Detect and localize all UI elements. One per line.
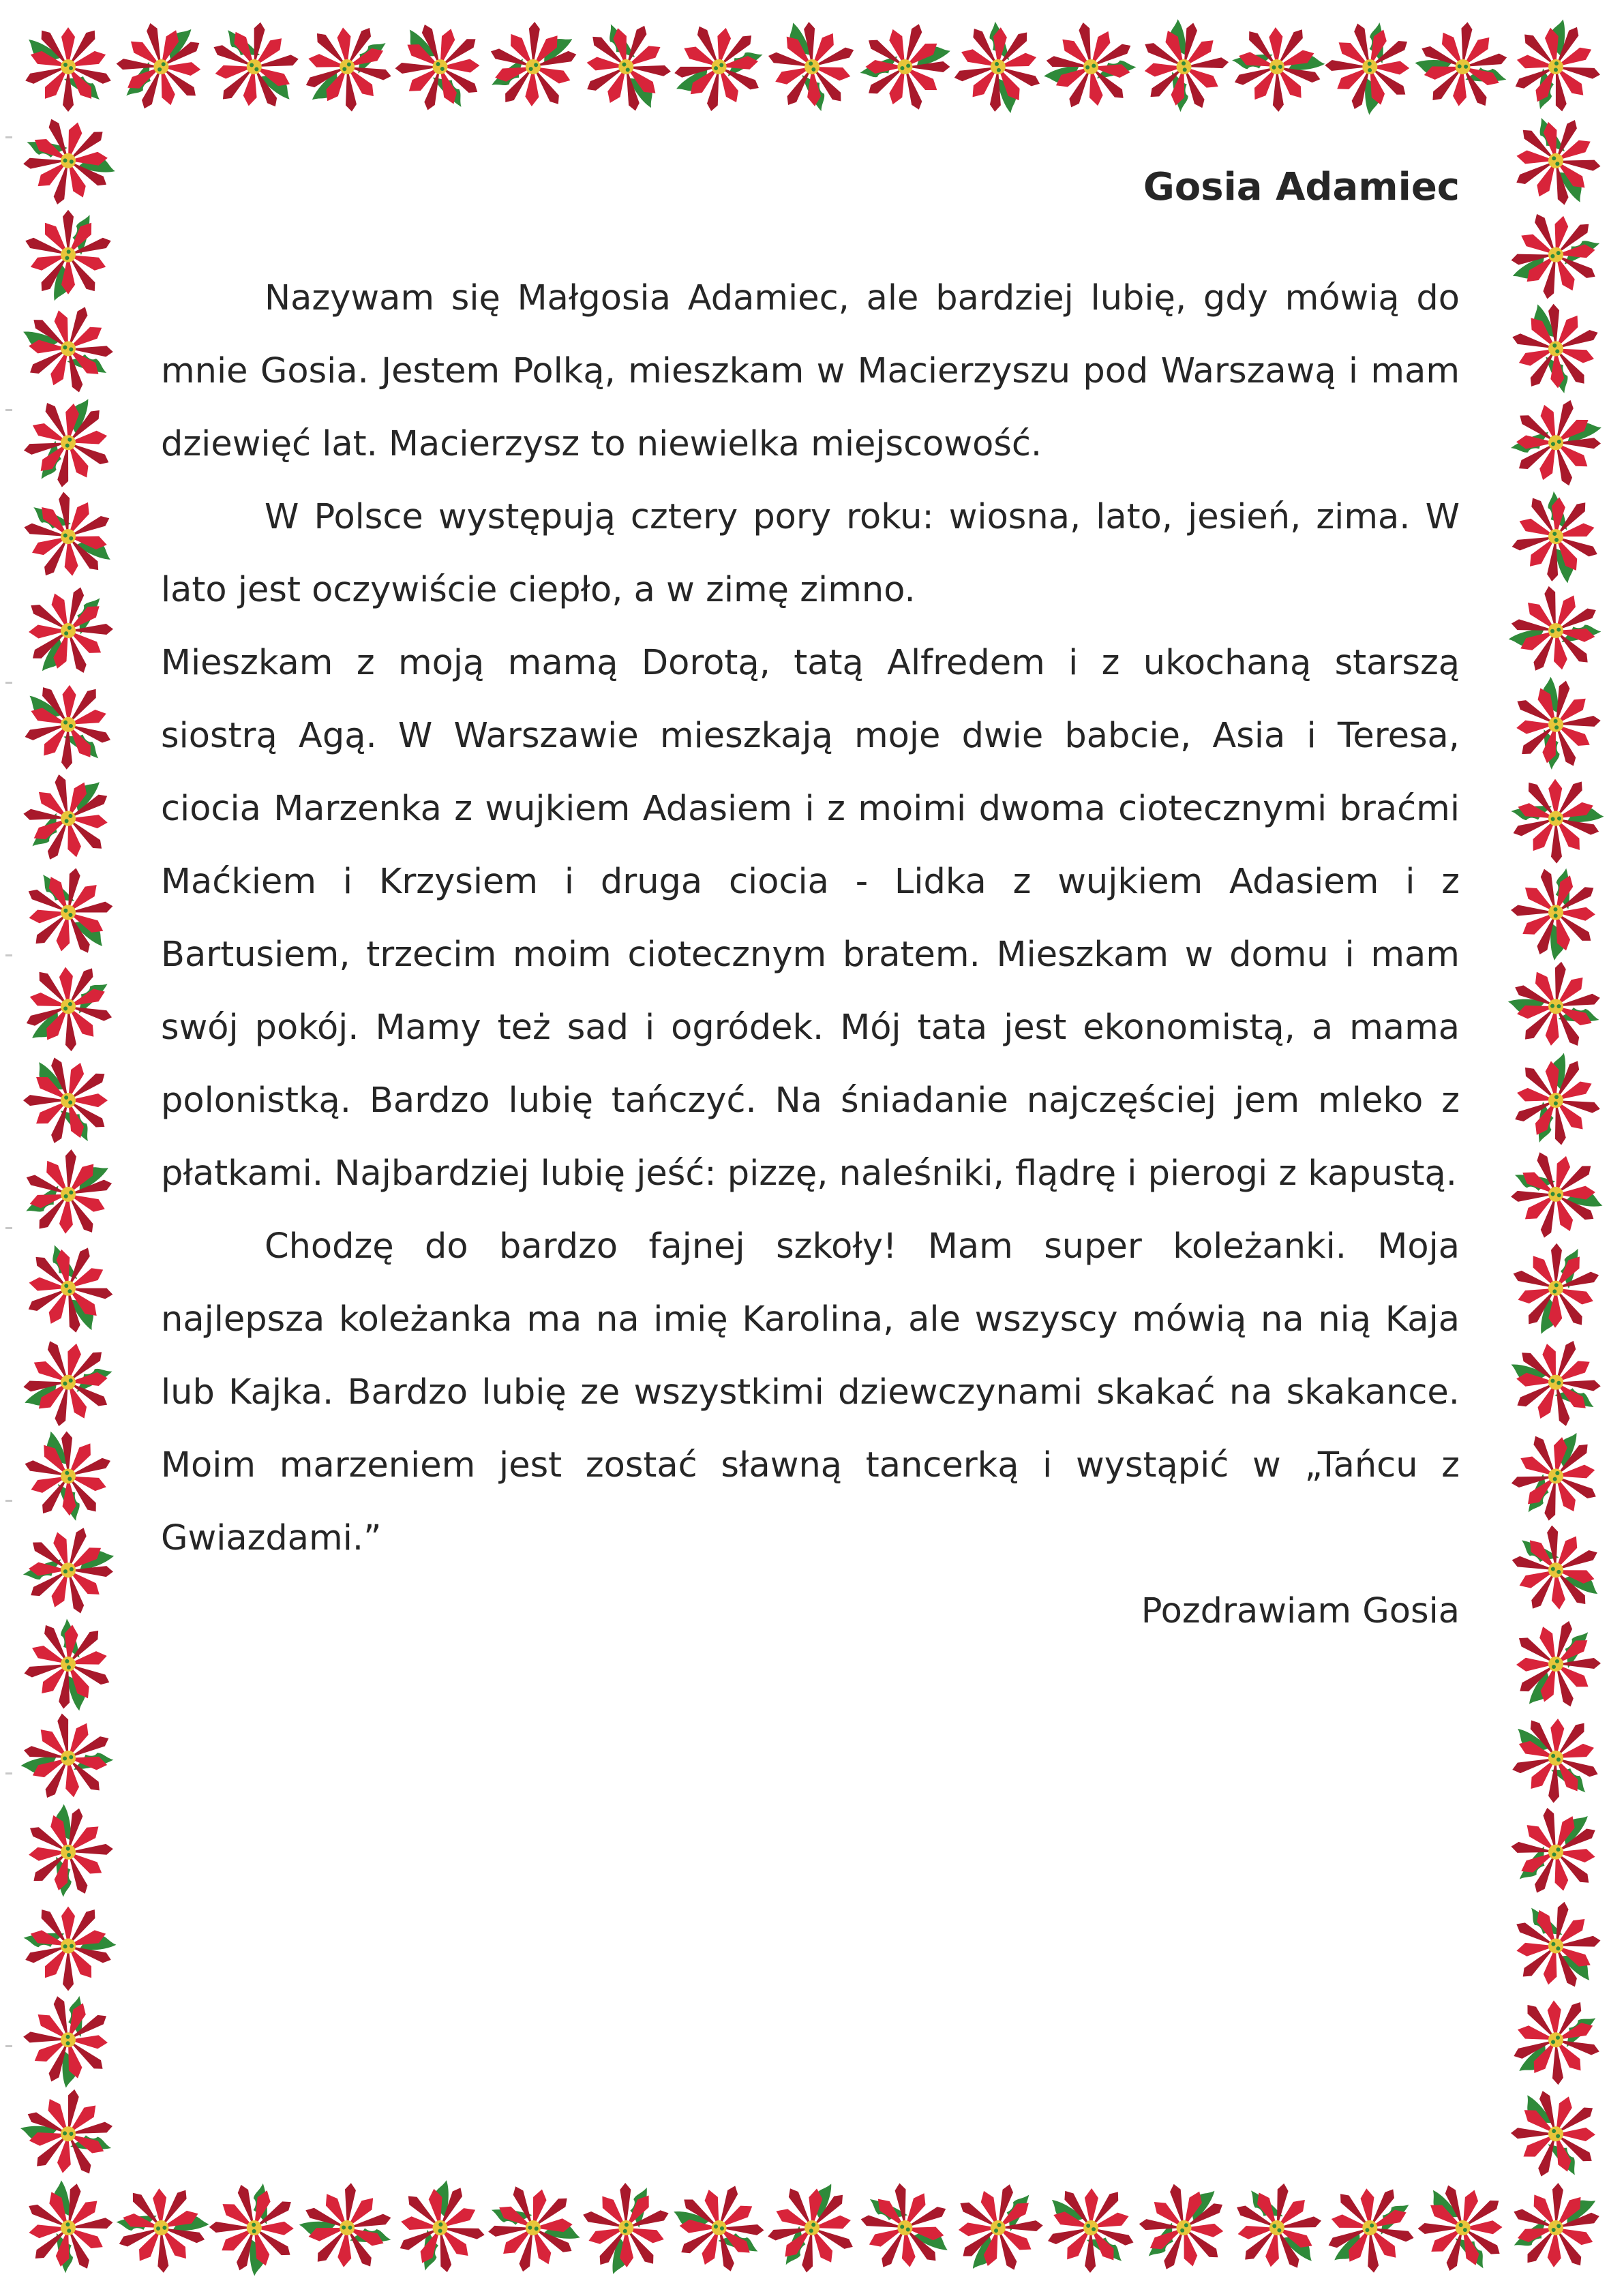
poinsettia-flower-icon bbox=[1509, 1716, 1602, 1805]
poinsettia-flower-icon bbox=[1135, 2179, 1227, 2276]
poinsettia-flower-icon bbox=[956, 2181, 1045, 2274]
poinsettia-flower-icon bbox=[1505, 1426, 1602, 1527]
poinsettia-flower-icon bbox=[1032, 7, 1154, 130]
poinsettia-flower-icon bbox=[1500, 196, 1617, 315]
letter-body bbox=[161, 164, 1460, 1648]
poinsettia-flower-icon bbox=[1494, 291, 1614, 410]
poinsettia-flower-icon bbox=[1493, 380, 1614, 502]
poinsettia-flower-icon bbox=[98, 2165, 221, 2287]
poinsettia-flower-icon bbox=[1507, 1522, 1604, 1614]
poinsettia-flower-icon bbox=[24, 27, 112, 112]
poinsettia-flower-icon bbox=[19, 954, 123, 1061]
poinsettia-flower-icon bbox=[1497, 571, 1619, 694]
poinsettia-flower-icon bbox=[19, 487, 117, 581]
poinsettia-flower-icon bbox=[663, 9, 780, 127]
poinsettia-flower-icon bbox=[666, 2178, 774, 2283]
poinsettia-flower-icon bbox=[1498, 950, 1617, 1068]
poinsettia-flower-icon bbox=[27, 584, 115, 676]
poinsettia-flower-icon bbox=[1503, 1333, 1609, 1436]
poinsettia-flower-icon bbox=[856, 2178, 954, 2273]
poinsettia-flower-icon bbox=[1506, 1802, 1601, 1901]
paragraph-seasons: W Polsce występują cztery pory roku: wiosna, lato, jesień, zima. W lato jest oczywiście ciepło, a w zimę zimno. bbox=[161, 497, 1460, 610]
paragraph-school: Chodzę do bardzo fajnej szkoły! Mam super koleżanki. Moja najlepsza koleżanka ma na imię Karolina, ale wszyscy mówią na nią Kaja lub Kajka. Bardzo lubię ze wszystkimi dziewczynami skakać na skakance. Moim marzeniem jest zostać sławną tancerką i wystąpić w „Tańcu z Gwiazdami.” bbox=[161, 1226, 1460, 1558]
poinsettia-flower-icon bbox=[475, 2169, 590, 2282]
poinsettia-flower-icon bbox=[5, 1884, 127, 2004]
poinsettia-flower-icon bbox=[299, 15, 401, 119]
poinsettia-flower-icon bbox=[196, 2166, 316, 2287]
poinsettia-flower-icon bbox=[16, 392, 115, 494]
poinsettia-flower-icon bbox=[1496, 10, 1611, 127]
poinsettia-flower-icon bbox=[1404, 10, 1524, 128]
poinsettia-flower-icon bbox=[5, 1507, 127, 1629]
poinsettia-flower-icon bbox=[12, 1324, 130, 1443]
poinsettia-flower-icon bbox=[569, 7, 685, 121]
poinsettia-flower-icon bbox=[1499, 851, 1618, 971]
poinsettia-flower-icon bbox=[113, 19, 204, 114]
poinsettia-flower-icon bbox=[574, 2171, 683, 2283]
poinsettia-flower-icon bbox=[22, 683, 114, 771]
poinsettia-flower-icon bbox=[380, 2170, 496, 2288]
poinsettia-flower-icon bbox=[1227, 2177, 1327, 2274]
poinsettia-flower-icon bbox=[9, 1699, 132, 1822]
poinsettia-flower-icon bbox=[1499, 2082, 1611, 2191]
poinsettia-flower-icon bbox=[1516, 1619, 1602, 1710]
poinsettia-flower-icon bbox=[1312, 5, 1432, 126]
poinsettia-flower-icon bbox=[1497, 1043, 1611, 1160]
paragraph-family: Mieszkam z moją mamą Dorotą, tatą Alfredem i z ukochaną starszą siostrą Agą. W Warszawie mieszkają moje dwie babcie, Asia i Teresa, ciocia Marzenka z wujkiem Adasiem i z moimi dwoma ciotecznymi braćmi Maćkiem i Krzysiem i druga ciocia - Lidka z wujkiem Adasiem i z Bartusiem, trzecim moim ciotecznym bratem. Mieszkam w domu i mam swój pokój. Mamy też sad i ogródek. Mój tata jest ekonomistą, a mama polonistką. Bardzo lubię tańczyć. Na śniadanie najczęściej jem mleko z płatkami. Najbardziej lubię jeść: pizzę, naleśniki, flądrę i pierogi z kapustą. bbox=[161, 643, 1460, 1194]
poinsettia-flower-icon bbox=[19, 770, 112, 867]
poinsettia-flower-icon bbox=[10, 102, 124, 214]
poinsettia-flower-icon bbox=[11, 1228, 128, 1344]
poinsettia-flower-icon bbox=[1498, 1136, 1611, 1248]
poinsettia-flower-icon bbox=[5, 2169, 127, 2291]
poinsettia-flower-icon bbox=[760, 2177, 860, 2280]
poinsettia-flower-icon bbox=[205, 16, 304, 112]
poinsettia-flower-icon bbox=[10, 2078, 128, 2194]
letter-closing: Pozdrawiam Gosia bbox=[1141, 1591, 1460, 1631]
poinsettia-flower-icon bbox=[751, 10, 871, 128]
poinsettia-flower-icon bbox=[1046, 2188, 1137, 2274]
poinsettia-flower-icon bbox=[1499, 101, 1615, 215]
poinsettia-flower-icon bbox=[1121, 7, 1244, 130]
poinsettia-flower-icon bbox=[9, 1601, 132, 1723]
poinsettia-flower-icon bbox=[5, 1792, 127, 1915]
poinsettia-flower-icon bbox=[18, 860, 120, 959]
letter-title: Gosia Adamiec bbox=[1143, 165, 1460, 209]
poinsettia-flower-icon bbox=[1493, 756, 1615, 877]
poinsettia-flower-icon bbox=[12, 1049, 123, 1157]
poinsettia-flower-icon bbox=[385, 16, 494, 122]
poinsettia-flower-icon bbox=[938, 4, 1061, 126]
poinsettia-flower-icon bbox=[476, 10, 586, 122]
poinsettia-flower-icon bbox=[6, 1419, 127, 1539]
poinsettia-flower-icon bbox=[1498, 2170, 1609, 2283]
poinsettia-flower-icon bbox=[1492, 665, 1614, 787]
poinsettia-flower-icon bbox=[17, 198, 125, 309]
poinsettia-flower-icon bbox=[1506, 1987, 1611, 2094]
poinsettia-flower-icon bbox=[10, 1136, 121, 1250]
poinsettia-flower-icon bbox=[1214, 4, 1336, 125]
poinsettia-flower-icon bbox=[1407, 2177, 1517, 2284]
poinsettia-flower-icon bbox=[16, 299, 123, 403]
poinsettia-flower-icon bbox=[288, 2171, 408, 2290]
poinsettia-flower-icon bbox=[1505, 1893, 1608, 1993]
paragraph-intro: Nazywam się Małgosia Adamiec, ale bardziej lubię, gdy mówią do mnie Gosia. Jestem Polką, mieszkam w Macierzyszu pod Warszawą i mam dziewięć lat. Macierzysz to niewielka miejscowość. bbox=[161, 278, 1460, 464]
poinsettia-flower-icon bbox=[1505, 1233, 1612, 1342]
poinsettia-flower-icon bbox=[11, 1978, 130, 2098]
poinsettia-flower-icon bbox=[843, 4, 963, 126]
poinsettia-flower-icon bbox=[1497, 473, 1619, 595]
poinsettia-flower-icon bbox=[1321, 2175, 1424, 2281]
